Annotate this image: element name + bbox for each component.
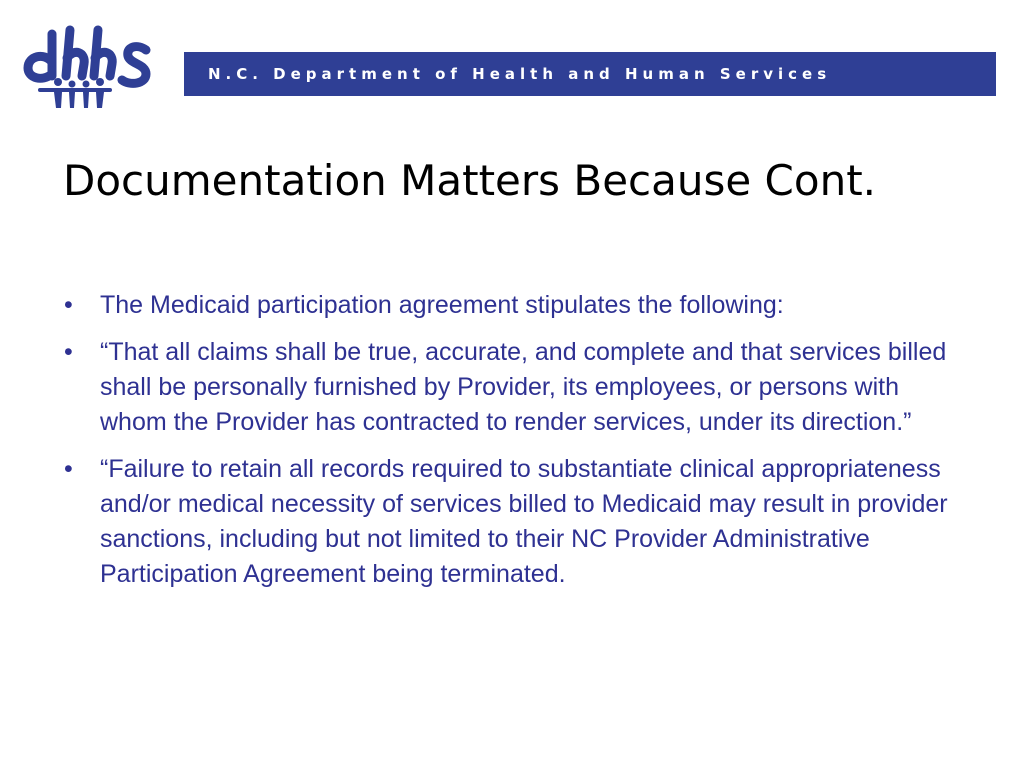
bullet-text: The Medicaid participation agreement stipulates the following:	[100, 291, 784, 319]
bullet-marker: •	[64, 338, 73, 366]
header-banner	[184, 52, 996, 96]
bullet-item	[62, 452, 972, 592]
bullet-marker: •	[64, 291, 73, 319]
banner-title: N.C. Department of Health and Human Services	[208, 65, 832, 83]
bullet-text: “That all claims shall be true, accurate, and complete and that services billed shall be personally furnished by Provider, its employees, or persons with whom the Provider has contracted to render services, under its direction.”	[100, 338, 947, 436]
bullet-item	[62, 288, 972, 323]
bullet-text: “Failure to retain all records required to substantiate clinical appropriateness and/or medical necessity of services billed to Medicaid may result in provider sanctions, including but not limited to their NC Provider Administrative Participation Agreement being terminated.	[100, 455, 948, 588]
dhhs-family-logo-icon	[22, 24, 152, 110]
bullet-marker: •	[64, 455, 73, 483]
bullet-list	[62, 288, 972, 604]
bullet-item	[62, 335, 972, 440]
slide-title: Documentation Matters Because Cont.	[63, 156, 877, 205]
